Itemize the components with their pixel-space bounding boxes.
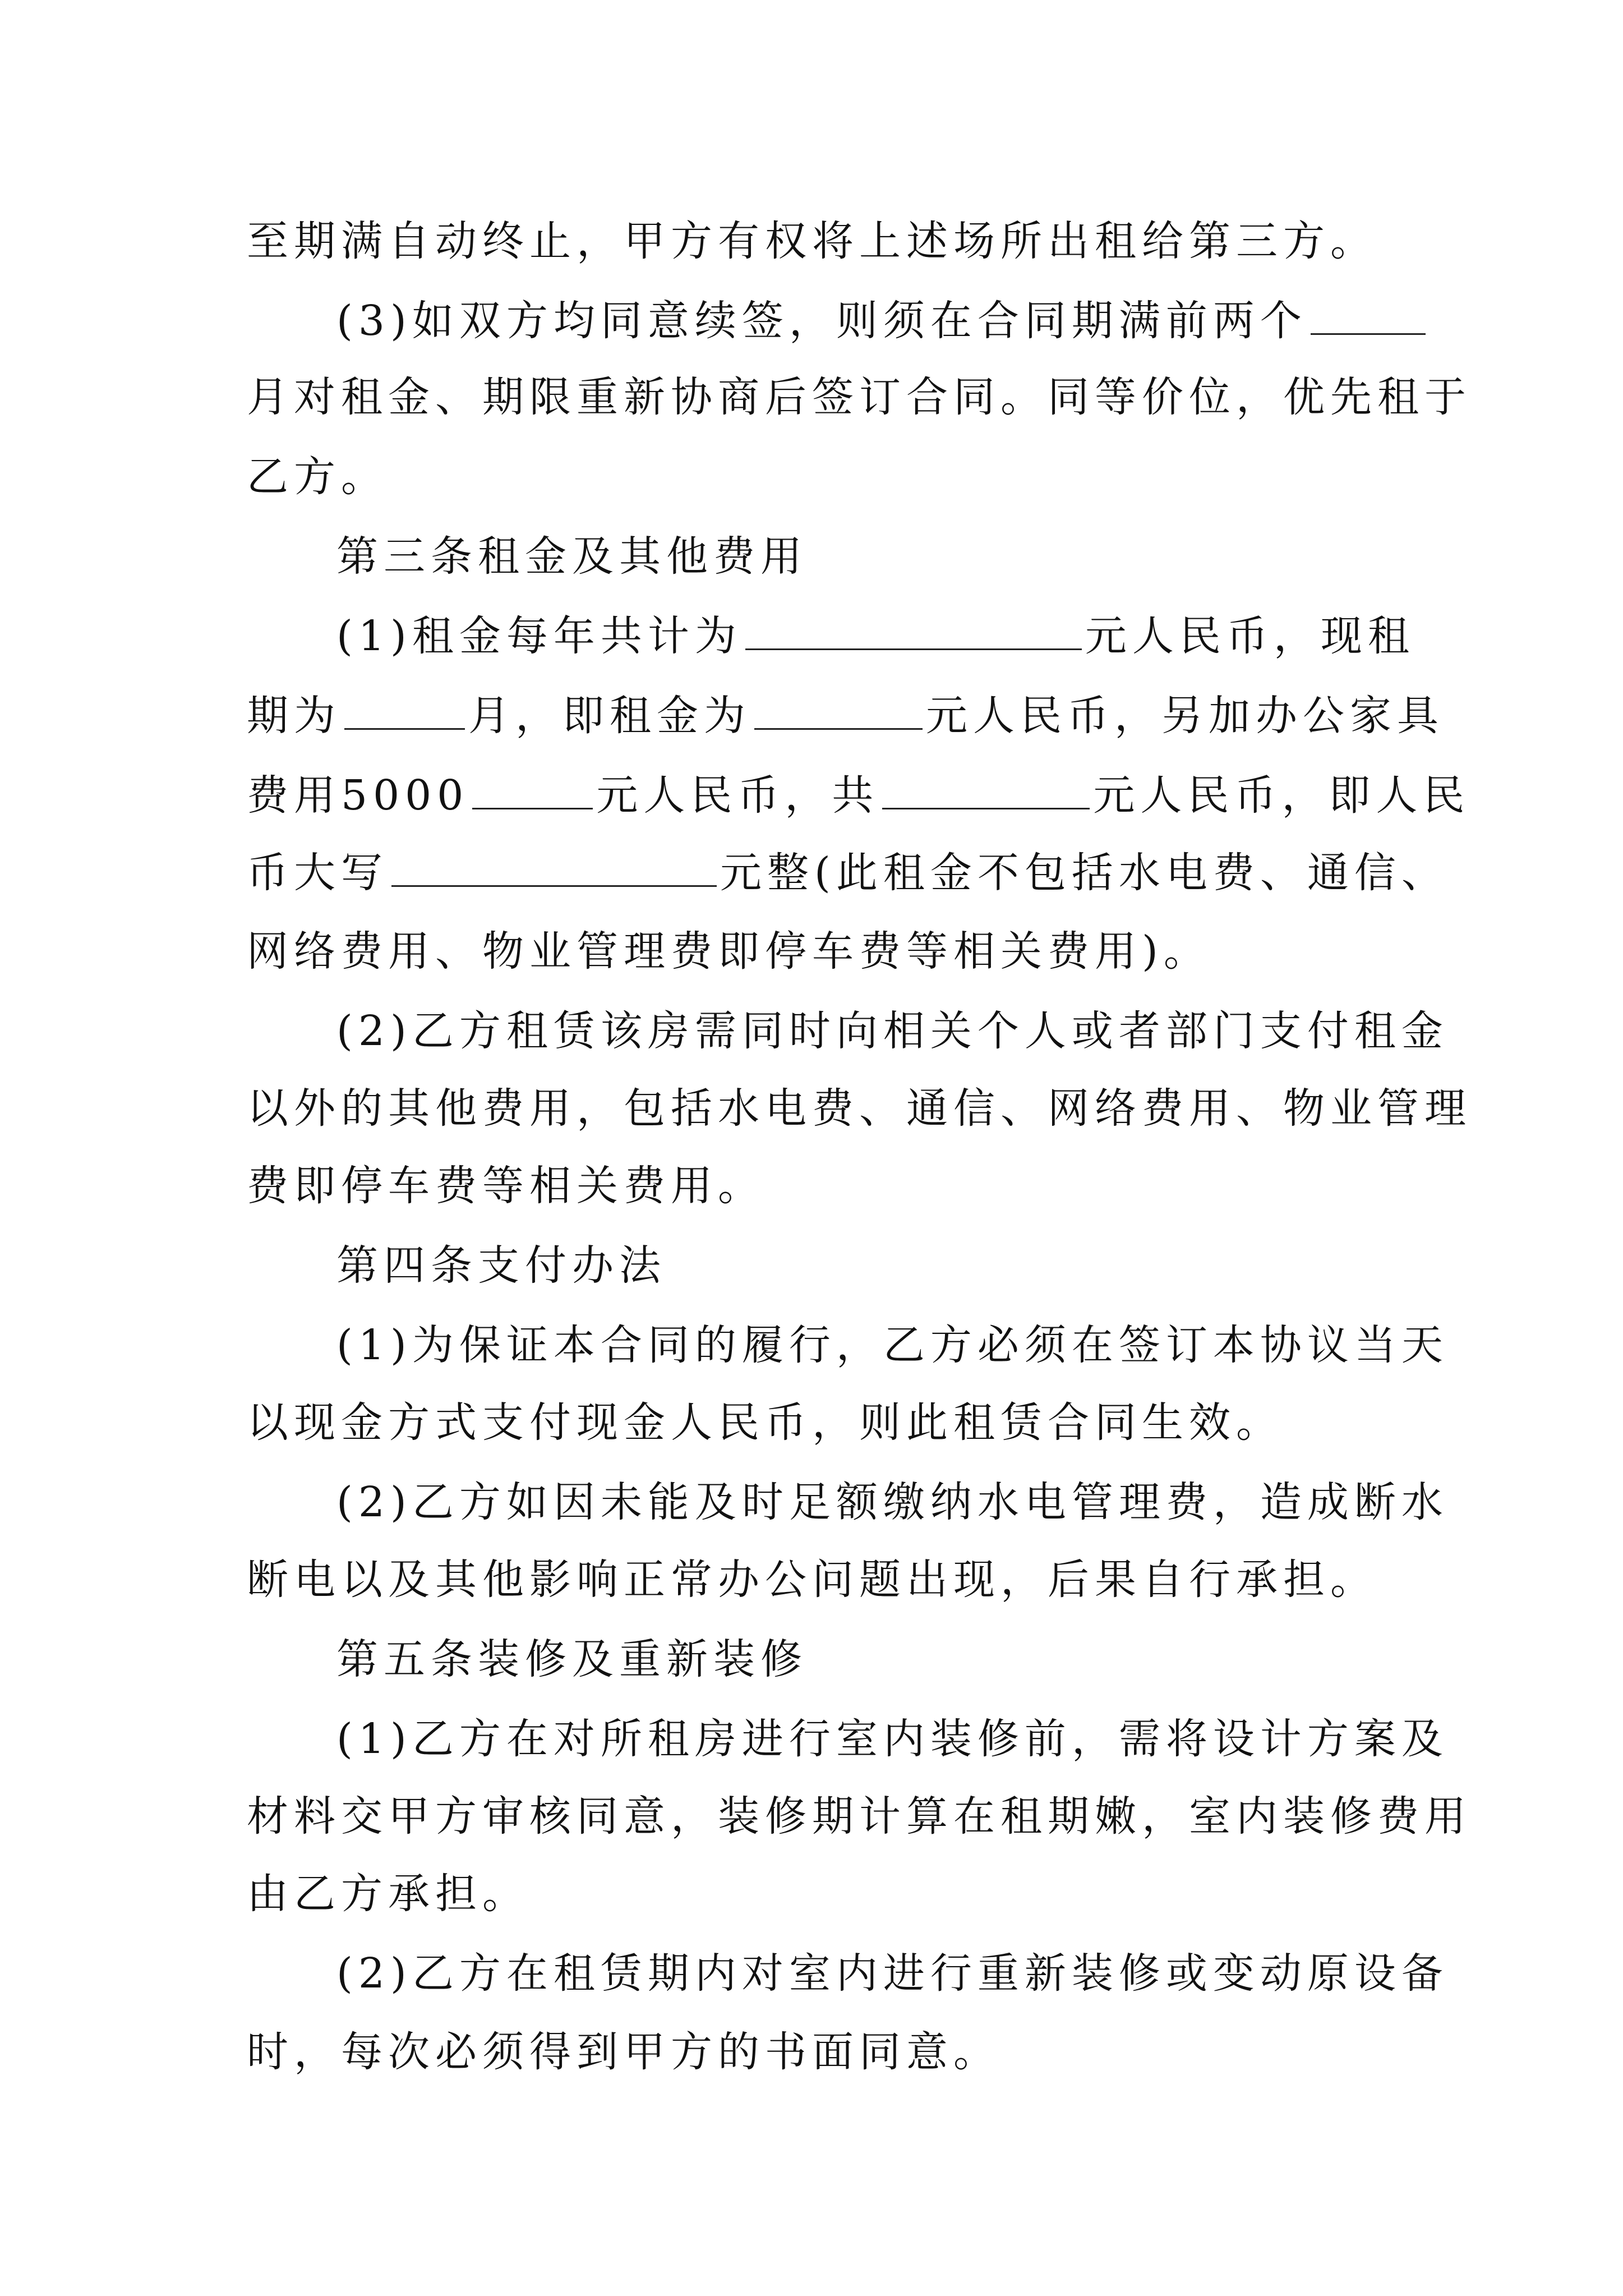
fill-in-blank — [754, 693, 923, 730]
text-line — [247, 2007, 1623, 2097]
section-heading — [336, 1221, 1623, 1310]
fill-in-blank — [1311, 298, 1426, 335]
text-line — [247, 196, 1623, 286]
text-line — [247, 907, 1623, 996]
text-segment: (1)租金每年共计为 — [336, 612, 742, 660]
text-segment: (2)乙方租赁该房需同时向相关个人或者部门支付租金 — [336, 1007, 1449, 1055]
text-segment: 时，每次必须得到甲方的书面同意。 — [247, 2028, 1000, 2076]
text-segment: 第五条装修及重新装修 — [336, 1635, 808, 1683]
text-line — [247, 1772, 1623, 1861]
text-segment: (2)乙方如因未能及时足额缴纳水电管理费，造成断水 — [336, 1478, 1449, 1526]
text-line — [336, 1694, 1623, 1784]
text-line — [336, 1457, 1623, 1547]
text-segment: 元人民币，另加办公家具 — [926, 692, 1444, 740]
text-segment: 第四条支付办法 — [336, 1241, 666, 1290]
text-line — [247, 671, 1623, 761]
text-segment: (1)为保证本合同的履行，乙方必须在签订本协议当天 — [336, 1321, 1449, 1369]
text-segment: 第三条租金及其他费用 — [336, 532, 808, 581]
text-line — [247, 1064, 1623, 1153]
text-line — [247, 432, 1623, 522]
text-line — [336, 591, 1623, 681]
text-segment: (3)如双方均同意续签，则须在合同期满前两个 — [336, 297, 1307, 345]
section-heading — [336, 1614, 1623, 1704]
text-segment: 费即停车费等相关费用。 — [247, 1162, 765, 1210]
text-segment: 材料交甲方审核同意，装修期计算在租期嫩，室内装修费用 — [247, 1792, 1472, 1841]
text-line — [247, 352, 1623, 442]
text-segment: 月对租金、期限重新协商后签订合同。同等价位，优先租于 — [247, 373, 1472, 421]
text-segment: 元人民币，现租 — [1085, 612, 1415, 660]
text-line — [247, 1141, 1623, 1231]
section-heading — [336, 512, 1623, 601]
text-segment: (1)乙方在对所租房进行室内装修前，需将设计方案及 — [336, 1715, 1449, 1763]
text-line — [247, 1378, 1623, 1467]
text-line — [247, 828, 1623, 918]
fill-in-blank — [391, 850, 717, 887]
text-line — [247, 751, 1623, 840]
text-segment: 以现金方式支付现金人民币，则此租赁合同生效。 — [247, 1398, 1283, 1447]
text-segment: 元整(此租金不包括水电费、通信、 — [720, 849, 1449, 897]
text-line — [336, 986, 1623, 1076]
text-line — [336, 1929, 1623, 2018]
text-segment: 乙方。 — [247, 453, 388, 501]
fill-in-blank — [745, 614, 1082, 650]
text-segment: 期为 — [247, 692, 341, 740]
text-segment: 至期满自动终止，甲方有权将上述场所出租给第三方。 — [247, 217, 1377, 265]
fill-in-blank — [344, 693, 465, 730]
text-segment: 费用5000 — [247, 771, 469, 820]
text-segment: 币大写 — [247, 849, 388, 897]
text-segment: 网络费用、物业管理费即停车费等相关费用)。 — [247, 927, 1211, 976]
text-segment: 以外的其他费用，包括水电费、通信、网络费用、物业管理 — [247, 1084, 1472, 1133]
text-segment: 断电以及其他影响正常办公问题出现，后果自行承担。 — [247, 1556, 1377, 1604]
text-line — [336, 1300, 1623, 1390]
fill-in-blank — [472, 773, 593, 809]
text-segment: (2)乙方在租赁期内对室内进行重新装修或变动原设备 — [336, 1949, 1449, 1998]
fill-in-blank — [882, 773, 1090, 809]
text-segment: 元人民币，即人民 — [1093, 771, 1470, 820]
text-line — [247, 1849, 1623, 1939]
text-segment: 月，即租金为 — [468, 692, 751, 740]
text-segment: 由乙方承担。 — [247, 1870, 529, 1918]
text-line — [247, 1535, 1623, 1625]
text-segment: 元人民币，共 — [596, 771, 879, 820]
